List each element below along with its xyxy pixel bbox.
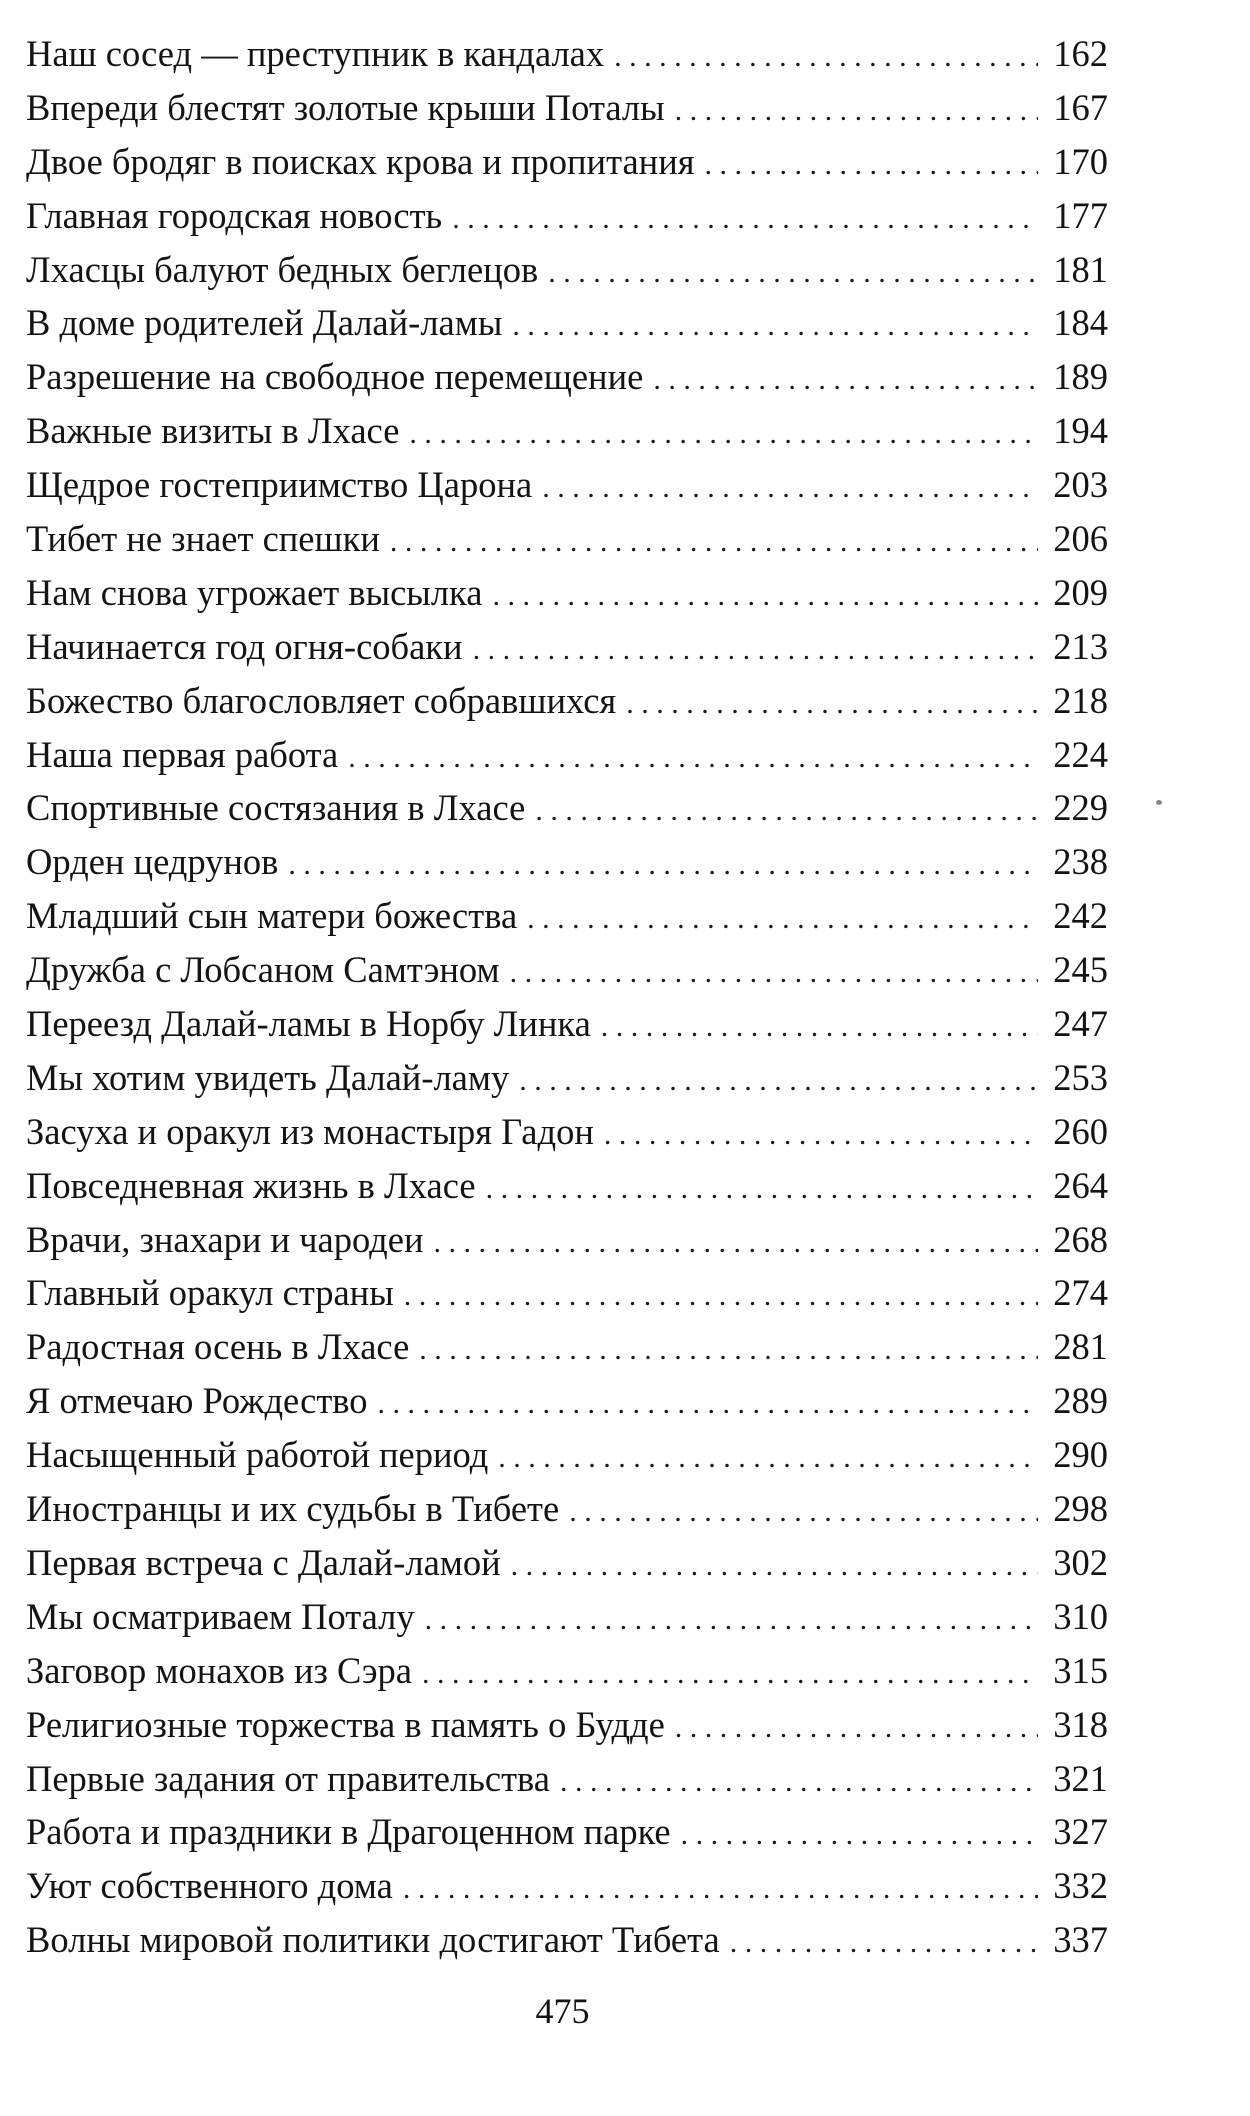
- toc-entry: [26, 1213, 1108, 1267]
- toc-entry: [26, 1644, 1108, 1698]
- toc-entry-title: Впереди блестят золотые крыши Поталы: [26, 86, 665, 128]
- toc-entry-title: Главная городская новость: [26, 194, 443, 236]
- toc-dot-leader: [695, 135, 1038, 192]
- toc-entry: [26, 1320, 1108, 1374]
- toc-entry: [26, 889, 1108, 943]
- toc-entry-title: Я отмечаю Рождество: [26, 1380, 368, 1422]
- toc-dot-leader: [550, 1752, 1038, 1809]
- toc-entry: [26, 512, 1108, 566]
- toc-entry: [26, 81, 1108, 135]
- toc-entry-title: Волны мировой политики достигают Тибета: [26, 1919, 720, 1961]
- toc-dot-leader: [501, 1536, 1038, 1593]
- toc-entry: [26, 1482, 1108, 1536]
- toc-dot-leader: [594, 1105, 1038, 1162]
- toc-dot-leader: [591, 997, 1038, 1054]
- toc-entry: [26, 1752, 1108, 1806]
- toc-entry: [26, 1266, 1108, 1320]
- toc-dot-leader: [604, 27, 1038, 84]
- toc-dot-leader: [482, 566, 1038, 623]
- page-number: 475: [535, 1991, 590, 2031]
- toc-entry-title: Первая встреча с Далай-ламой: [26, 1541, 501, 1583]
- toc-entry-title: В доме родителей Далай-ламы: [26, 302, 503, 344]
- toc-entry-page: 327: [1053, 1811, 1108, 1853]
- toc-entry-title: Дружба с Лобсаном Самтэном: [26, 949, 500, 991]
- toc-dot-leader: [532, 458, 1038, 515]
- toc-entry: [26, 620, 1108, 674]
- toc-entry-title: Двое бродяг в поисках крова и пропитания: [26, 140, 695, 182]
- toc-dot-leader: [278, 835, 1038, 892]
- toc-entry: [26, 1536, 1108, 1590]
- toc-entry: [26, 243, 1108, 297]
- toc-entry-page: 332: [1053, 1865, 1108, 1907]
- toc-entry-title: Орден цедрунов: [26, 841, 279, 883]
- toc-entry-title: Мы хотим увидеть Далай-ламу: [26, 1056, 510, 1098]
- toc-entry-page: 315: [1053, 1649, 1108, 1691]
- toc-entry: [26, 350, 1108, 404]
- toc-entry-page: 318: [1053, 1703, 1108, 1745]
- toc-entry: [26, 1105, 1108, 1159]
- toc-entry: [26, 404, 1108, 458]
- toc-entry: [26, 1051, 1108, 1105]
- toc-entry: [26, 27, 1108, 81]
- toc-entry: [26, 296, 1108, 350]
- toc-dot-leader: [671, 1805, 1038, 1862]
- toc-entry-title: Наш сосед — преступник в кандалах: [26, 33, 605, 74]
- toc-entry: [26, 943, 1108, 997]
- toc-entry: [26, 1913, 1108, 1967]
- toc-dot-leader: [463, 620, 1038, 677]
- toc-entry: [26, 1590, 1108, 1644]
- toc-dot-leader: [394, 1266, 1038, 1323]
- toc-entry-page: 281: [1053, 1326, 1108, 1368]
- toc-entry-page: 242: [1053, 895, 1108, 937]
- toc-dot-leader: [665, 1698, 1038, 1755]
- toc-entry: [26, 728, 1108, 782]
- toc-entry-page: 177: [1053, 194, 1108, 236]
- toc-dot-leader: [509, 1051, 1038, 1108]
- toc-dot-leader: [559, 1482, 1038, 1539]
- toc-entry: [26, 1859, 1108, 1913]
- table-of-contents: [26, 27, 1108, 1967]
- toc-entry: [26, 1698, 1108, 1752]
- toc-entry-title: Лхасцы балуют бедных беглецов: [26, 248, 539, 290]
- toc-entry-page: 218: [1053, 679, 1108, 721]
- toc-entry-page: 321: [1053, 1757, 1108, 1799]
- toc-entry-page: 268: [1053, 1218, 1108, 1260]
- toc-entry-page: 337: [1053, 1919, 1108, 1961]
- toc-entry-page: 167: [1053, 86, 1108, 128]
- toc-entry-title: Мы осматриваем Поталу: [26, 1595, 415, 1637]
- toc-entry-title: Начинается год огня-собаки: [26, 625, 463, 667]
- toc-entry: [26, 835, 1108, 889]
- toc-entry-page: 302: [1053, 1541, 1108, 1583]
- toc-dot-leader: [442, 189, 1038, 246]
- toc-dot-leader: [502, 296, 1038, 353]
- toc-entry-page: 298: [1053, 1488, 1108, 1530]
- toc-dot-leader: [393, 1859, 1038, 1916]
- toc-entry: [26, 781, 1108, 835]
- toc-entry-title: Врачи, знахари и чародеи: [26, 1218, 424, 1260]
- toc-entry: [26, 674, 1108, 728]
- toc-entry-page: 224: [1053, 733, 1108, 775]
- toc-entry: [26, 135, 1108, 189]
- toc-entry-page: 189: [1053, 356, 1108, 398]
- toc-dot-leader: [538, 243, 1038, 300]
- toc-entry-page: 290: [1053, 1434, 1108, 1476]
- toc-entry-page: 181: [1053, 248, 1108, 290]
- toc-entry-page: 310: [1053, 1595, 1108, 1637]
- toc-entry-title: Работа и праздники в Драгоценном парке: [26, 1811, 671, 1853]
- toc-entry-title: Радостная осень в Лхасе: [26, 1326, 410, 1368]
- toc-entry-title: Переезд Далай-ламы в Норбу Линка: [26, 1003, 591, 1045]
- toc-entry-title: Нам снова угрожает высылка: [26, 571, 483, 613]
- toc-dot-leader: [525, 781, 1038, 838]
- toc-entry-page: 209: [1053, 571, 1108, 613]
- toc-entry: [26, 189, 1108, 243]
- toc-entry-title: Повседневная жизнь в Лхасе: [26, 1164, 476, 1206]
- toc-entry-page: 162: [1053, 33, 1108, 74]
- toc-entry-title: Религиозные торжества в память о Будде: [26, 1703, 665, 1745]
- toc-entry-title: Первые задания от правительства: [26, 1757, 550, 1799]
- toc-entry-page: 194: [1053, 410, 1108, 452]
- toc-entry-page: 229: [1053, 787, 1108, 829]
- toc-entry-title: Главный оракул страны: [26, 1272, 394, 1314]
- toc-entry-title: Заговор монахов из Сэра: [26, 1649, 412, 1691]
- toc-entry-title: Младший сын матери божества: [26, 895, 518, 937]
- toc-entry: [26, 1805, 1108, 1859]
- toc-entry: [26, 1374, 1108, 1428]
- toc-entry-title: Разрешение на свободное перемещение: [26, 356, 644, 398]
- toc-dot-leader: [643, 350, 1038, 407]
- toc-entry: [26, 566, 1108, 620]
- toc-entry-title: Наша первая работа: [26, 733, 339, 775]
- print-speck: [1156, 800, 1162, 805]
- toc-entry-page: 247: [1053, 1003, 1108, 1045]
- toc-entry-title: Иностранцы и их судьбы в Тибете: [26, 1488, 560, 1530]
- toc-dot-leader: [476, 1159, 1038, 1216]
- toc-dot-leader: [380, 512, 1038, 569]
- toc-entry-page: 238: [1053, 841, 1108, 883]
- toc-entry-page: 170: [1053, 140, 1108, 182]
- toc-dot-leader: [517, 889, 1038, 946]
- toc-entry-page: 260: [1053, 1110, 1108, 1152]
- toc-dot-leader: [338, 728, 1038, 785]
- toc-entry-title: Уют собственного дома: [26, 1865, 393, 1907]
- toc-entry-page: 245: [1053, 949, 1108, 991]
- toc-entry-title: Щедрое гостеприимство Царона: [26, 464, 533, 506]
- toc-dot-leader: [399, 404, 1038, 461]
- toc-dot-leader: [720, 1913, 1038, 1970]
- toc-entry: [26, 997, 1108, 1051]
- toc-entry-title: Тибет не знает спешки: [26, 518, 380, 560]
- toc-entry-title: Важные визиты в Лхасе: [26, 410, 400, 452]
- toc-entry: [26, 1159, 1108, 1213]
- toc-dot-leader: [409, 1320, 1038, 1377]
- toc-dot-leader: [368, 1374, 1038, 1431]
- toc-dot-leader: [412, 1644, 1038, 1701]
- toc-entry-title: Засуха и оракул из монастыря Гадон: [26, 1110, 594, 1152]
- toc-entry-page: 206: [1053, 518, 1108, 560]
- toc-dot-leader: [415, 1590, 1038, 1647]
- toc-entry-page: 264: [1053, 1164, 1108, 1206]
- toc-dot-leader: [423, 1213, 1038, 1270]
- toc-dot-leader: [500, 943, 1038, 1000]
- toc-entry-page: 213: [1053, 625, 1108, 667]
- toc-entry-page: 274: [1053, 1272, 1108, 1314]
- toc-entry-title: Спортивные состязания в Лхасе: [26, 787, 526, 829]
- toc-entry: [26, 458, 1108, 512]
- toc-entry-page: 184: [1053, 302, 1108, 344]
- toc-entry-page: 203: [1053, 464, 1108, 506]
- toc-dot-leader: [665, 81, 1038, 138]
- toc-dot-leader: [488, 1428, 1038, 1485]
- toc-dot-leader: [616, 674, 1038, 731]
- toc-entry-title: Насыщенный работой период: [26, 1434, 489, 1476]
- toc-entry: [26, 1428, 1108, 1482]
- toc-entry-page: 253: [1053, 1056, 1108, 1098]
- toc-entry-page: 289: [1053, 1380, 1108, 1422]
- toc-entry-title: Божество благословляет собравшихся: [26, 679, 617, 721]
